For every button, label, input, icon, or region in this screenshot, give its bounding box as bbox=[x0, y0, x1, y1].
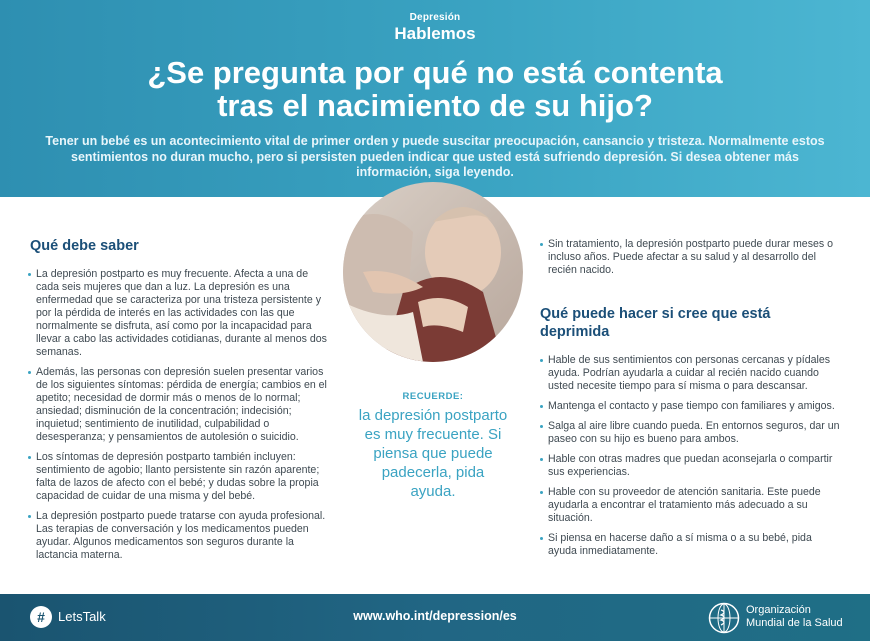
reminder-text: la depresión postparto es muy frecuente. Si piensa que puede padecerla, pida ayuda. bbox=[358, 407, 508, 500]
list-item: Salga al aire libre cuando pueda. En entornos seguros, dar un paseo con su hijo es bueno para ambos. bbox=[540, 420, 840, 446]
footer-bar bbox=[0, 594, 870, 641]
section-heading-what-you-can-do: Qué puede hacer si cree que está deprimida bbox=[540, 306, 771, 340]
list-item: Además, las personas con depresión suelen presentar varios de los siguientes síntomas: pérdida de energía; cambios en el apetito; necesidad de dormir más o menos de lo normal; ansiedad; disminución de la concentración; indecisión; inquietud; sentimiento de inutilidad, culpabilidad o desesperanza; y pensamientos de autolesión o suicidio. bbox=[28, 366, 328, 444]
mother-baby-photo bbox=[343, 182, 523, 362]
letstalk-label: LetsTalk bbox=[58, 609, 106, 624]
list-item: Hable de sus sentimientos con personas cercanas y pídales ayuda. Podrían ayudarla a cuidar al recién nacido cuando usted necesite tiempo para sí misma o para descansar. bbox=[540, 354, 840, 393]
list-item: La depresión postparto es muy frecuente. Afecta a una de cada seis mujeres que dan a luz. La depresión es una enfermedad que se caracteriza por una tristeza persistente y por la pérdida de interés en las actividades con las que normalmente se disfruta, así como por la incapacidad para llevar a cabo las actividades cotidianas, durante al menos dos semanas. bbox=[28, 268, 328, 359]
section-heading-what-to-know: Qué debe saber bbox=[30, 238, 139, 254]
title-line-2: tras el nacimiento de su hijo? bbox=[217, 88, 653, 123]
list-item: Los síntomas de depresión postparto también incluyen: sentimiento de agobio; llanto persistente sin razón aparente; falta de lazos de afecto con el bebé; y dudas sobre la propia capacidad de cuidar de una misma y del bebé. bbox=[28, 451, 328, 503]
list-item: Hable con otras madres que puedan aconsejarla o compartir sus experiencias. bbox=[540, 453, 840, 479]
reminder-label: RECUERDE: bbox=[402, 391, 464, 402]
list-item: Hable con su proveedor de atención sanitaria. Este puede ayudarla a encontrar el tratamiento más adecuado a su situación. bbox=[540, 486, 840, 525]
who-emblem-icon bbox=[708, 602, 740, 634]
list-item: Mantenga el contacto y pase tiempo con familiares y amigos. bbox=[540, 400, 840, 413]
untreated-note-list bbox=[540, 238, 840, 284]
intro-paragraph: Tener un bebé es un acontecimiento vital de primer orden y puede suscitar preocupación, cansancio y tristeza. Normalmente estos sentimientos no duran mucho, pero si persisten pueden indicar que usted está sufriendo depresión. Si desea obtener más información, siga leyendo. bbox=[45, 134, 825, 179]
header-banner bbox=[0, 0, 870, 197]
who-url-link[interactable]: www.who.int/depression/es bbox=[353, 609, 517, 623]
list-item: La depresión postparto puede tratarse con ayuda profesional. Las terapias de conversación y los medicamentos pueden ayudar. Algunos medicamentos son seguros durante la lactancia materna. bbox=[28, 510, 328, 562]
hashtag-badge-icon: # bbox=[30, 606, 52, 628]
list-item: Si piensa en hacerse daño a sí misma o a su bebé, pida ayuda inmediatamente. bbox=[540, 532, 840, 558]
what-you-can-do-list bbox=[540, 354, 840, 565]
topic-kicker: Depresión bbox=[409, 12, 461, 23]
list-item: Sin tratamiento, la depresión postparto puede durar meses o incluso años. Puede afectar a su salud y al desarrollo del recién nacido. bbox=[540, 238, 840, 277]
organization-name bbox=[746, 604, 843, 630]
organization-name-line-1: Organización bbox=[746, 604, 811, 616]
series-title: Hablemos bbox=[394, 24, 476, 43]
organization-name-line-2: Mundial de la Salud bbox=[746, 617, 843, 629]
title-line-1: ¿Se pregunta por qué no está contenta bbox=[147, 55, 723, 90]
what-to-know-list bbox=[28, 268, 328, 569]
page-title bbox=[80, 56, 790, 122]
